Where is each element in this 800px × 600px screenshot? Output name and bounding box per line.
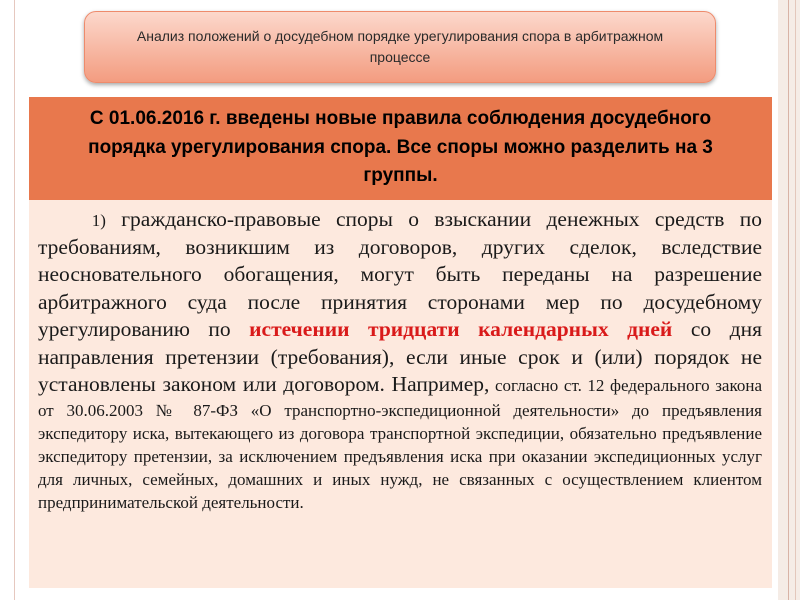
example-text: согласно ст. 12 федерального закона от 30.06.2003 № 87-ФЗ «О транспортно-экспедиционной деятельности» до предъявления экспедитору иска, вытекающего из договора транспортной экспедиции, обязательно предъявление экспедитору претензии, за исключением предъявления иска при оказании экспедиционных услуг для личных, семейных, домашних и иных нужд, не связанных с осуществлением клиентом предпринимательской деятельности. xyxy=(38,376,763,513)
left-border-line xyxy=(14,0,15,600)
slide-title-box xyxy=(84,11,716,83)
right-border-line-outer xyxy=(795,0,796,600)
header-text: С 01.06.2016 г. введены новые правила соблюдения досудебного порядка урегулирования спора. Все споры можно разделить на 3 группы. xyxy=(88,108,713,186)
right-border-line xyxy=(788,0,789,600)
content-panel xyxy=(29,200,772,588)
paragraph-text-part2: со дня направления претензии (требования), если иные срок и (или) порядок не установлены законом или договором. Например, xyxy=(38,317,762,396)
header-banner xyxy=(29,97,772,200)
content-paragraph xyxy=(38,206,762,515)
highlighted-deadline: истечении тридцати календарных дней xyxy=(249,317,673,341)
paragraph-text-part1: гражданско-правовые споры о взыскании денежных средств по требованиям, возникшим из договоров, других сделок, вследствие неосновательного обогащения, могут быть переданы на разрешение арбитражного суда после принятия сторонами мер по досудебному урегулированию по xyxy=(38,207,763,341)
right-border-band xyxy=(778,0,800,600)
slide-title-text: Анализ положений о досудебном порядке урегулирования спора в арбитражном процессе xyxy=(136,28,664,65)
paragraph-indent xyxy=(38,207,92,231)
item-number: 1) xyxy=(91,211,106,230)
